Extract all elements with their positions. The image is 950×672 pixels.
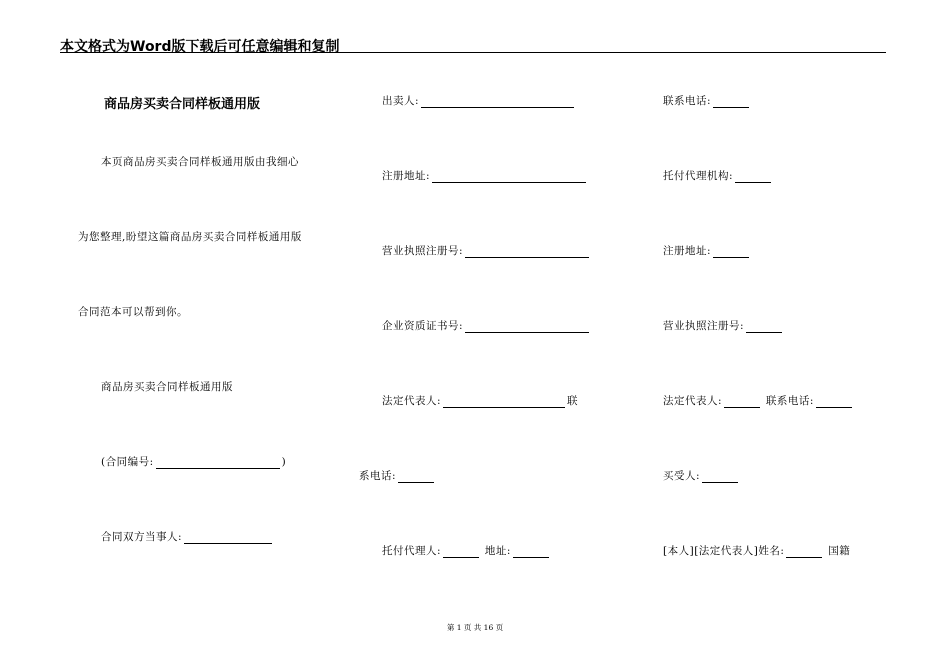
seller-qualification-label: 企业资质证书号: xyxy=(382,320,464,332)
seller-agent-line xyxy=(382,543,551,558)
agency-address-blank xyxy=(713,246,749,258)
intro-line-3: 合同范本可以帮到你。 xyxy=(78,306,188,318)
seller-legal-rep-line xyxy=(382,393,578,408)
seller-phone-line xyxy=(359,468,436,483)
seller-phone-blank xyxy=(398,471,434,483)
agency-legal-rep-label: 法定代表人: xyxy=(663,395,723,407)
seller-agent-label: 托付代理人: xyxy=(382,545,442,557)
parties-blank xyxy=(184,532,272,544)
buyer-label: 买受人: xyxy=(663,470,701,482)
seller-address-label: 注册地址: xyxy=(382,170,431,182)
buyer-person-line xyxy=(663,543,850,558)
contract-number-line xyxy=(101,454,286,469)
seller-line xyxy=(382,93,576,108)
parties-line xyxy=(101,529,274,544)
seller-legal-rep-tail: 联 xyxy=(567,395,579,407)
buyer-blank xyxy=(702,471,738,483)
seller-phone-label: 系电话: xyxy=(359,470,397,482)
phone-line xyxy=(663,93,751,108)
seller-qualification-blank xyxy=(465,321,589,333)
contract-number-label: (合同编号: xyxy=(101,456,154,468)
agency-address-label: 注册地址: xyxy=(663,245,712,257)
agency-address-line xyxy=(663,243,751,258)
agency-line xyxy=(663,168,773,183)
phone-blank xyxy=(713,96,749,108)
agency-license-blank xyxy=(746,321,782,333)
agency-blank xyxy=(735,171,771,183)
agency-license-label: 营业执照注册号: xyxy=(663,320,745,332)
seller-license-label: 营业执照注册号: xyxy=(382,245,464,257)
page-footer: 第 1 页 共 16 页 xyxy=(446,623,504,632)
seller-license-line xyxy=(382,243,591,258)
seller-label: 出卖人: xyxy=(382,95,420,107)
seller-address-blank xyxy=(432,171,586,183)
seller-blank xyxy=(421,96,574,108)
document-header: 本文格式为Word版下载后可任意编辑和复制 xyxy=(60,39,340,55)
contract-subtitle: 商品房买卖合同样板通用版 xyxy=(101,381,233,393)
contract-number-close: ) xyxy=(281,456,287,468)
parties-label: 合同双方当事人: xyxy=(101,531,183,543)
seller-agent-address-label: 地址: xyxy=(484,545,511,557)
seller-legal-rep-blank xyxy=(443,396,565,408)
buyer-line xyxy=(663,468,740,483)
agency-legal-phone-label: 联系电话: xyxy=(765,395,814,407)
seller-license-blank xyxy=(465,246,589,258)
agency-legal-rep-blank xyxy=(724,396,760,408)
seller-legal-rep-label: 法定代表人: xyxy=(382,395,442,407)
seller-address-line xyxy=(382,168,588,183)
buyer-nationality-label: 国籍 xyxy=(828,545,851,557)
agency-label: 托付代理机构: xyxy=(663,170,734,182)
buyer-person-blank xyxy=(786,546,822,558)
agency-legal-phone-blank xyxy=(816,396,852,408)
document-title: 商品房买卖合同样板通用版 xyxy=(104,97,261,112)
header-divider xyxy=(60,52,886,53)
buyer-person-label: [本人][法定代表人]姓名: xyxy=(663,545,785,557)
agency-legal-rep-line xyxy=(663,393,854,408)
intro-line-2: 为您整理,盼望这篇商品房买卖合同样板通用版 xyxy=(78,231,302,243)
seller-agent-address-blank xyxy=(513,546,549,558)
seller-qualification-line xyxy=(382,318,591,333)
phone-label: 联系电话: xyxy=(663,95,712,107)
intro-line-1: 本页商品房买卖合同样板通用版由我细心 xyxy=(101,156,299,168)
seller-agent-blank xyxy=(443,546,479,558)
contract-number-blank xyxy=(156,457,280,469)
agency-license-line xyxy=(663,318,784,333)
